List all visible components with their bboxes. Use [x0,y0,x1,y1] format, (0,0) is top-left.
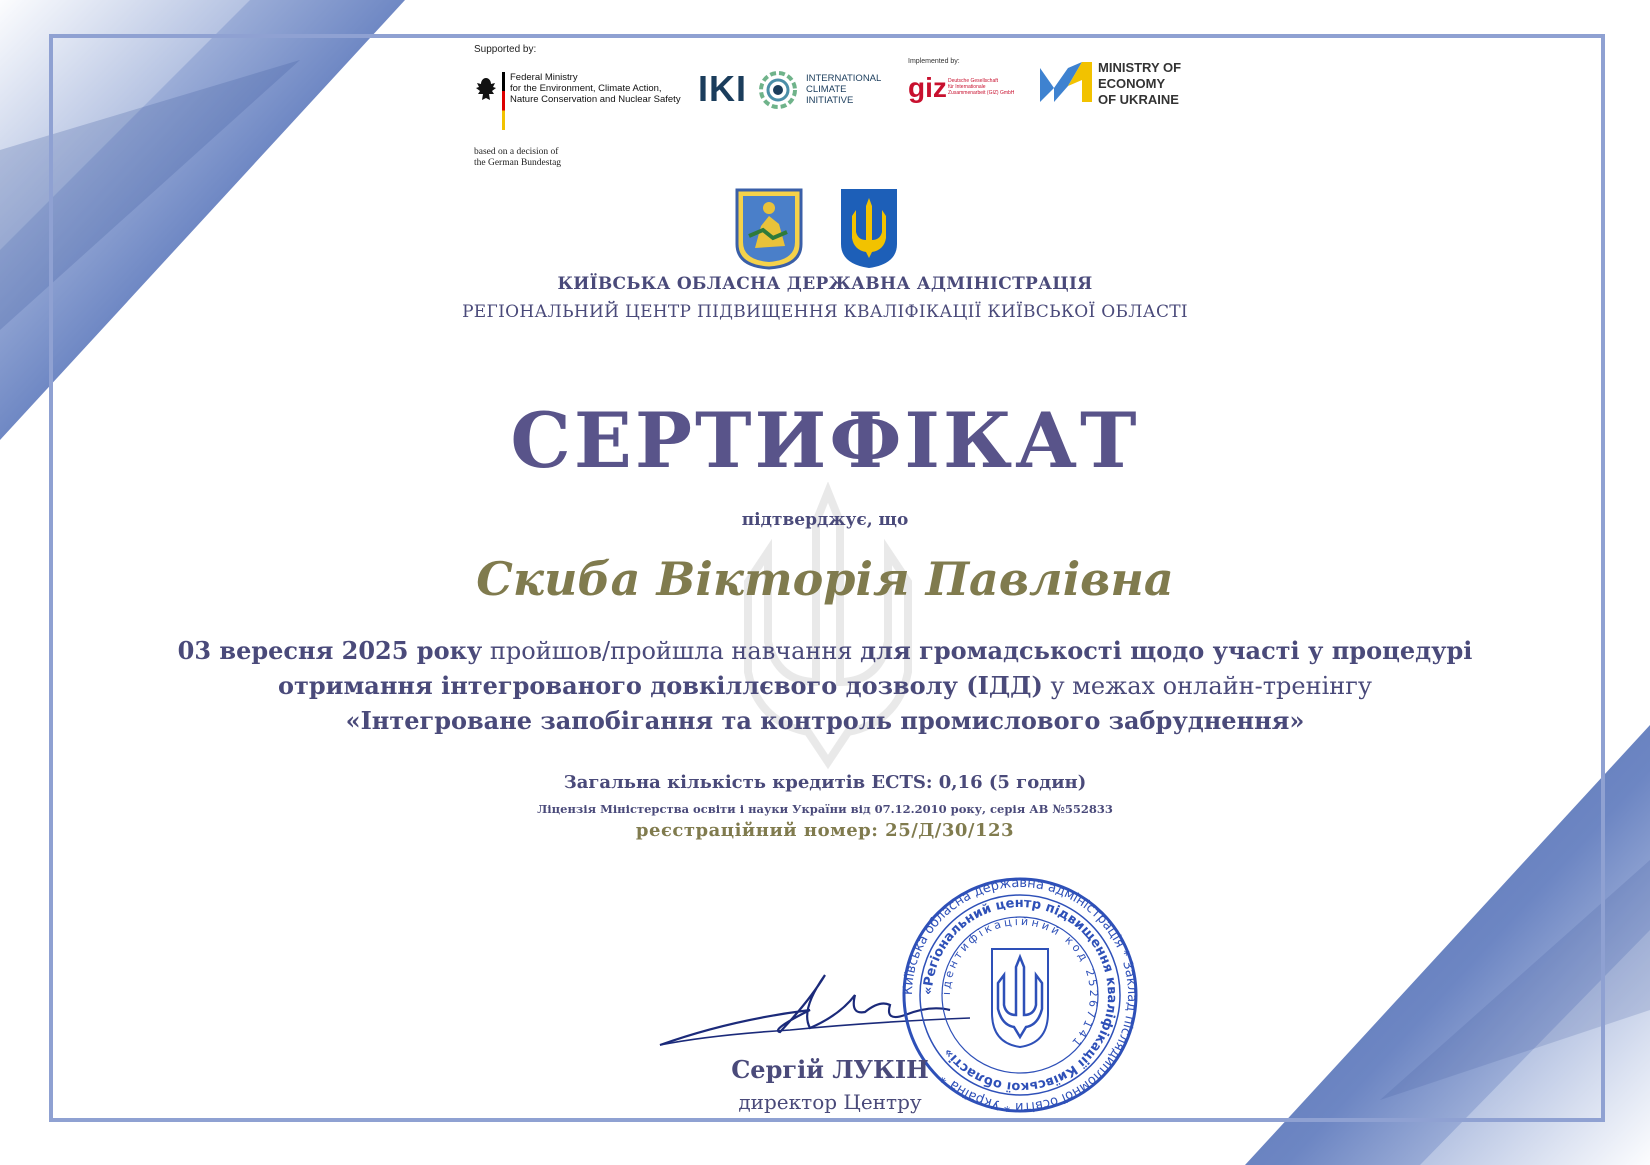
training-permit: отримання інтегрованого довкіллєвого дозволу (ІДД) [278,671,1043,700]
certificate-title: СЕРТИФІКАТ [510,396,1140,485]
bundestag-note: based on a decision of the German Bundestag [474,147,562,168]
completion-date: 03 вересня 2025 року [177,636,483,665]
registration-number: реєстраційний номер: 25/Д/30/123 [635,820,1015,841]
training-description-line1 [0,636,1650,665]
within-text: у межах онлайн-тренінгу [1042,672,1372,700]
german-eagle-icon [474,72,498,128]
completed-text: пройшов/пройшла навчання [482,637,861,665]
iki-ring-icon [758,70,798,110]
ects-credits: Загальна кількість кредитів ECTS: 0,16 (5 годин) [563,772,1087,793]
org-name-line1: КИЇВСЬКА ОБЛАСНА ДЕРЖАВНА АДМІНІСТРАЦІЯ [557,274,1093,294]
confirms-label: підтверджує, що [741,510,909,530]
ukraine-trident-icon [838,186,900,270]
german-flag-bar [502,72,505,130]
svg-text:«Регіональний центр підвищення: «Регіональний центр підвищення кваліфікації Київської області» [920,895,1120,1095]
svg-text:ідентифікаційний код 25267141: ідентифікаційний код 25267141 [939,914,1101,1052]
supported-by-label: Supported by: [474,44,537,55]
giz-logo: Implemented by: giz Deutsche Gesellschaft für Internationale Zusammenarbeit (GIZ) GmbH [908,58,1015,103]
kyiv-oblast-emblem-icon [733,186,805,270]
certificate-page: Supported by: Federal Ministry for the Environment, Climate Action, Nature Conservation and Nuclear Safety based on a decision of the German Bundestag IKI INTERNATIONAL CLIMATE INITIATIVE Implemented by: giz Deutsche Gesellschaft für Internationale Zusammenarbeit (GIZ) GmbH MINISTRY OF ECONOMY OF UKRAINE КИЇВСЬКА ОБЛАСНА ДЕРЖАВНА АДМІНІСТРАЦІЯ РЕГІОНАЛЬНИЙ ЦЕНТР ПІДВИЩЕННЯ КВАЛІФІКАЦІЇ КИЇВСЬКОЇ ОБЛАСТІ СЕРТИФІКАТ підтверджує, що Скиба Вікторія Павлівна 03 вересня 2025 року пройшов/пройшла навчання для громадськості щодо участі у процедурі отримання інтегрованого довкіллєвого дозволу (ІДД) у межах онлайн-тренінгу «Інтегроване запобігання та контроль промислового забруднення» Загальна кількість кредитів ECTS: 0,16 (5 годин) Ліцензія Міністерства освіти і науки України від 07.12.2010 року, серія АВ №552833 реєстраційний номер: 25/Д/30/123 Київська обласна державна адміністрація * Заклад післядипломної освіти * Україна * «Регіональний центр підвищення кваліфікації Київської області» ідентифікаційний код 25267141 Сергій ЛУКІН директор Центру [0,0,1650,1165]
signer-name: Сергій ЛУКІН [731,1055,929,1084]
signer-role: директор Центру [738,1090,922,1114]
recipient-name: Скиба Вікторія Павлівна [476,552,1174,606]
bmuv-text: Federal Ministry for the Environment, Climate Action, Nature Conservation and Nuclear Safety [510,72,681,105]
license-info: Ліцензія Міністерства освіти і науки України від 07.12.2010 року, серія АВ №552833 [537,802,1113,816]
ministry-m-icon [1038,58,1094,106]
bmuv-logo [474,70,681,132]
training-description-line2 [0,671,1650,700]
training-title: «Інтегроване запобігання та контроль промислового забруднення» [345,706,1305,735]
org-name-line2: РЕГІОНАЛЬНИЙ ЦЕНТР ПІДВИЩЕННЯ КВАЛІФІКАЦІЇ КИЇВСЬКОЇ ОБЛАСТІ [462,302,1188,322]
svg-text:Київська обласна державна адмі: Київська обласна державна адміністрація * Заклад післядипломної освіти * Україна * [900,875,1140,1115]
training-audience: для громадськості щодо участі у процедурі [860,636,1473,665]
